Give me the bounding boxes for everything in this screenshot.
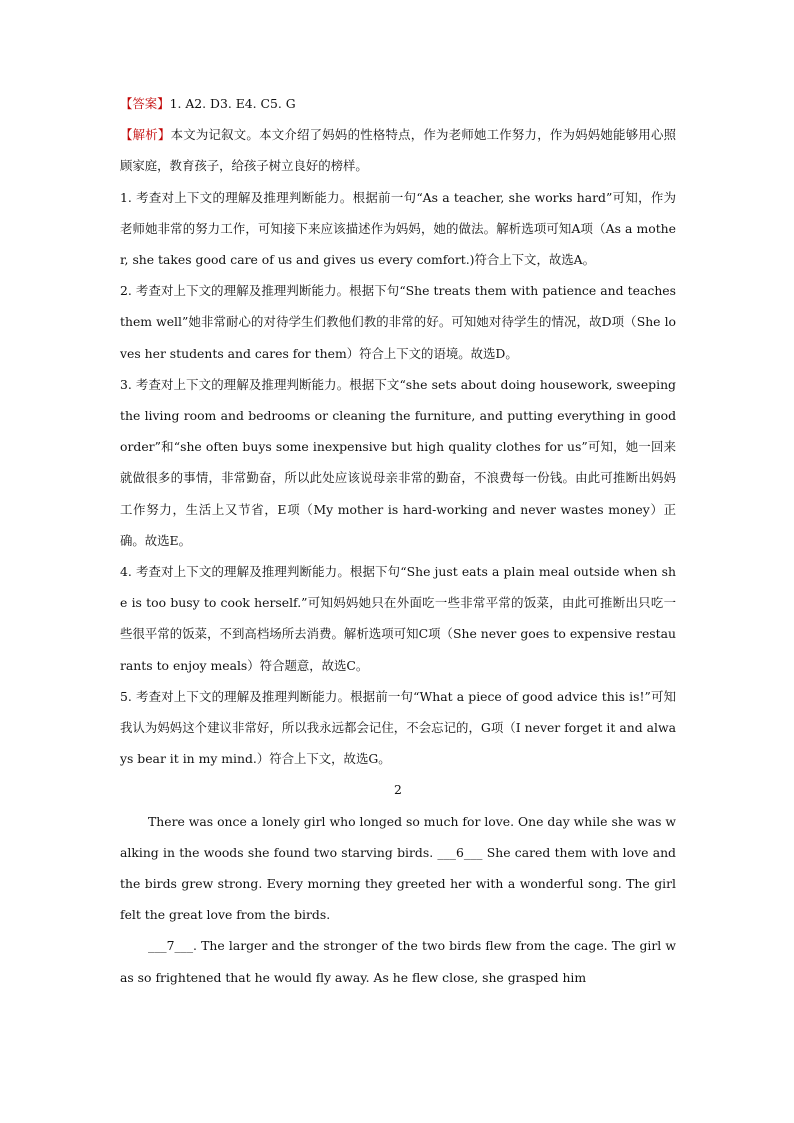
explanation-5: 5. 考查对上下文的理解及推理判断能力。根据前一句“What a piece of good advice this is!”可知我认为妈妈这个建议非常好，所以我永远都会记住，不会忘记的，G项（I never forget it and always bear it in my mind.）符合上下文，故选G。 [120, 688, 676, 767]
passage-paragraph-2: ___7___. The larger and the stronger of the two birds flew from the cage. The girl was so frightened that he would fly away. As he flew close, she grasped him [120, 938, 676, 985]
explanation-3: 3. 考查对上下文的理解及推理判断能力。根据下文“she sets about doing housework, sweeping the living room and bedrooms or cleaning the furniture, and putting everything in good order”和“she often buys some inexpensive but high quality clothes for us”可知，她一回来就做很多的事情，非常勤奋，所以此处应该说母亲非常的勤奋，不浪费每一份钱。由此可推断出妈妈工作努力，生活上又节省，E项（My mother is hard-working and never wastes money）正确。故选E。 [120, 376, 676, 548]
analysis-tag: 【解析】 [120, 127, 171, 143]
answer-text: 1. A2. D3. E4. C5. G [169, 96, 296, 111]
section-number: 2 [394, 782, 402, 798]
explanation-2: 2. 考查对上下文的理解及推理判断能力。根据下句“She treats them with patience and teaches them well”她非常耐心的对待学生们教他们教的非常的好。可知她对待学生的情况，故D项（She loves her students and cares for them）符合上下文的语境。故选D。 [120, 283, 676, 361]
answer-tag: 【答案】 [120, 96, 170, 111]
answer-line [120, 88, 676, 119]
explanation-4: 4. 考查对上下文的理解及推理判断能力。根据下句“She just eats a plain meal outside when she is too busy to cook herself.”可知妈妈她只在外面吃一些非常平常的饭菜，由此可推断出只吃一些很平常的饭菜，不到高档场所去消费。解析选项可知C项（She never goes to expensive restaurants to enjoy meals）符合题意，故选C。 [120, 564, 676, 673]
analysis-text: 本文为记叙文。本文介绍了妈妈的性格特点，作为老师她工作努力，作为妈妈她能够用心照顾家庭，教育孩子，给孩子树立良好的榜样。 [120, 127, 677, 174]
explanation-1: 1. 考查对上下文的理解及推理判断能力。根据前一句“As a teacher, she works hard”可知，作为老师她非常的努力工作，可知接下来应该描述作为妈妈，她的做法。解析选项可知A项（As a mother, she takes good care of us and gives us every comfort.)符合上下文，故选A。 [120, 189, 676, 268]
analysis-paragraph [120, 119, 676, 181]
document-page [120, 88, 676, 993]
passage-paragraph-1: There was once a lonely girl who longed so much for love. One day while she was walking in the woods she found two starving birds. ___6___ She cared them with love and the birds grew strong. Every morning they greeted her with a wonderful song. The girl felt the great love from the birds. [120, 813, 676, 923]
